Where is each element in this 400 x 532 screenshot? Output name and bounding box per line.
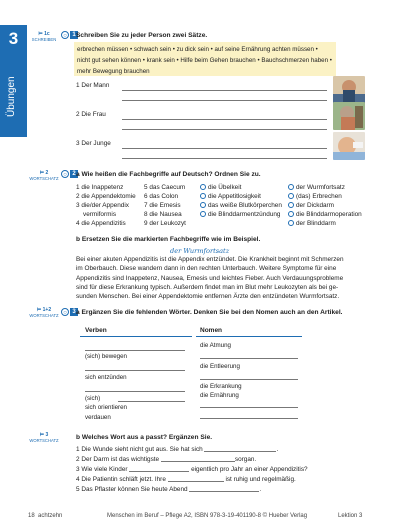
radio-option[interactable] <box>288 202 294 208</box>
answer-line[interactable] <box>85 391 185 392</box>
footer-lesson: Lektion 3 <box>338 513 363 519</box>
fill-blank[interactable] <box>129 466 189 472</box>
footer-page: 18 achtzehn <box>28 513 63 519</box>
ex3b-title: b Welches Wort aus a passt? Ergänzen Sie. <box>76 434 213 441</box>
chapter-label: Übungen <box>6 76 17 117</box>
radio-option[interactable] <box>288 193 294 199</box>
paragraph-line: im Oberbauch. Diese wandern dann in den rechten Unterbauch. Weitere Symptome für eine <box>76 265 337 273</box>
ex1-title: Schreiben Sie zu jeder Person zwei Sätze. <box>76 32 208 39</box>
exercise-number-1: ○ 1 <box>61 31 78 39</box>
skill-tag-ex3b: ⊨ 3 WORTSCHATZ <box>29 432 59 443</box>
exercise-paragraph <box>76 255 366 301</box>
skill-tag-ex2: ⊨ 2 WORTSCHATZ <box>29 170 59 181</box>
answer-line[interactable] <box>200 418 298 419</box>
verb-cell: (sich) <box>85 395 101 402</box>
word-box <box>74 42 336 76</box>
person-label: 1 Der Mann <box>76 82 110 89</box>
noun-cell: die Atmung <box>200 342 231 349</box>
fill-sentence: 1 Die Wunde sieht nicht gut aus. Sie hat sich . <box>76 446 279 453</box>
radio-option[interactable] <box>200 184 206 190</box>
verb-cell: sich entzünden <box>85 374 127 381</box>
exercise-number-2: ○ 2 <box>61 170 78 178</box>
audio-circle-icon: ○ <box>61 170 69 178</box>
handwritten-example: der Wurmfortsatz <box>170 247 230 255</box>
ex2a-title: a Wie heißen die Fachbegriffe auf Deutsch? Ordnen Sie zu. <box>76 171 261 178</box>
radio-option[interactable] <box>288 211 294 217</box>
verb-cell: verdauen <box>85 414 111 421</box>
skill-tag-ex1: ⊨ 1c SCHREIBEN <box>31 31 57 42</box>
fill-blank[interactable] <box>189 486 259 492</box>
paragraph-line: Appendizitis sind Inappetenz, Nausea, Emesis und leichtes Fieber. Auch Verdauungsprobleme <box>76 274 344 282</box>
answer-line[interactable] <box>200 358 298 359</box>
header-rule <box>196 336 302 337</box>
radio-option[interactable] <box>200 202 206 208</box>
audio-circle-icon: ○ <box>61 308 69 316</box>
col-header-verben: Verben <box>85 327 107 334</box>
noun-cell: die Erkrankung <box>200 383 242 390</box>
noun-cell: die Ernährung <box>200 392 239 399</box>
answer-line[interactable] <box>122 158 327 159</box>
person-label: 3 Der Junge <box>76 140 111 147</box>
man-photo <box>333 76 365 104</box>
ex2b-title: b Ersetzen Sie die markierten Fachbegriffe wie im Beispiel. <box>76 236 261 243</box>
header-rule <box>80 336 192 337</box>
fill-blank[interactable] <box>161 456 235 462</box>
answer-line[interactable] <box>118 401 185 402</box>
exercise-number-3: ○ 3 <box>61 308 78 316</box>
audio-circle-icon: ○ <box>61 31 69 39</box>
answer-line[interactable] <box>122 119 327 120</box>
radio-option[interactable] <box>200 193 206 199</box>
answer-line[interactable] <box>200 407 298 408</box>
radio-option[interactable] <box>288 184 294 190</box>
chapter-number: 3 <box>8 29 19 48</box>
word-line: nicht gut sehen können • krank sein • Hilfe beim Gehen brauchen • Bauchschmerzen haben • <box>77 57 332 64</box>
noun-cell: die Entleerung <box>200 363 240 370</box>
paragraph-line: Bei einer akuten Appendizitis ist die Appendix entzündet. Die Krankheit beginnt mit Schmerzen <box>76 256 344 263</box>
boy-photo <box>333 132 365 160</box>
radio-option[interactable] <box>200 211 206 217</box>
person-label: 2 Die Frau <box>76 111 106 118</box>
paragraph-line: sunden Menschen. Bei einer Appendektomie entfernen Ärzte den entzündeten Wurmfortsatz. <box>76 293 340 301</box>
answer-line[interactable] <box>122 100 327 101</box>
radio-option[interactable] <box>288 220 294 226</box>
answer-line[interactable] <box>85 350 185 351</box>
chapter-side-tab <box>0 25 27 137</box>
fill-sentence: 2 Der Darm ist das wichtigste sorgan. <box>76 456 257 463</box>
woman-photo <box>333 102 365 130</box>
answer-line[interactable] <box>122 148 327 149</box>
fill-sentence: 4 Die Patientin schläft jetzt. Ihre ist ruhig und regelmäßig. <box>76 476 296 483</box>
answer-line[interactable] <box>200 379 298 380</box>
fill-sentence: 3 Wie viele Kinder eigentlich pro Jahr an einer Appendizitis? <box>76 466 308 473</box>
paragraph-line: sind für diese Erkrankung typisch. Außerdem findet man im Blut mehr Leukozyten als bei ge- <box>76 283 339 291</box>
col-header-nomen: Nomen <box>200 327 223 334</box>
word-line: mehr Bewegung brauchen <box>77 68 150 75</box>
answer-line[interactable] <box>122 90 327 91</box>
verb-cell: sich orientieren <box>85 404 127 411</box>
skill-tag-ex3: ⊨ 1+2 WORTSCHATZ <box>29 307 59 318</box>
fill-sentence: 5 Das Pflaster können Sie heute Abend . <box>76 486 262 493</box>
fill-blank[interactable] <box>168 476 224 482</box>
answer-line[interactable] <box>122 129 327 130</box>
footer-credit: Menschen im Beruf – Pflege A2, ISBN 978-3-19-401190-8 © Hueber Verlag <box>107 513 308 519</box>
word-line: erbrechen müssen • schwach sein • zu dick sein • auf seine Ernährung achten müssen • <box>77 46 318 53</box>
fill-blank[interactable] <box>204 446 276 452</box>
verb-cell: (sich) bewegen <box>85 353 127 360</box>
answer-line[interactable] <box>85 370 185 371</box>
ex3a-title: a Ergänzen Sie die fehlenden Wörter. Denken Sie bei den Nomen auch an den Artikel. <box>76 309 343 316</box>
